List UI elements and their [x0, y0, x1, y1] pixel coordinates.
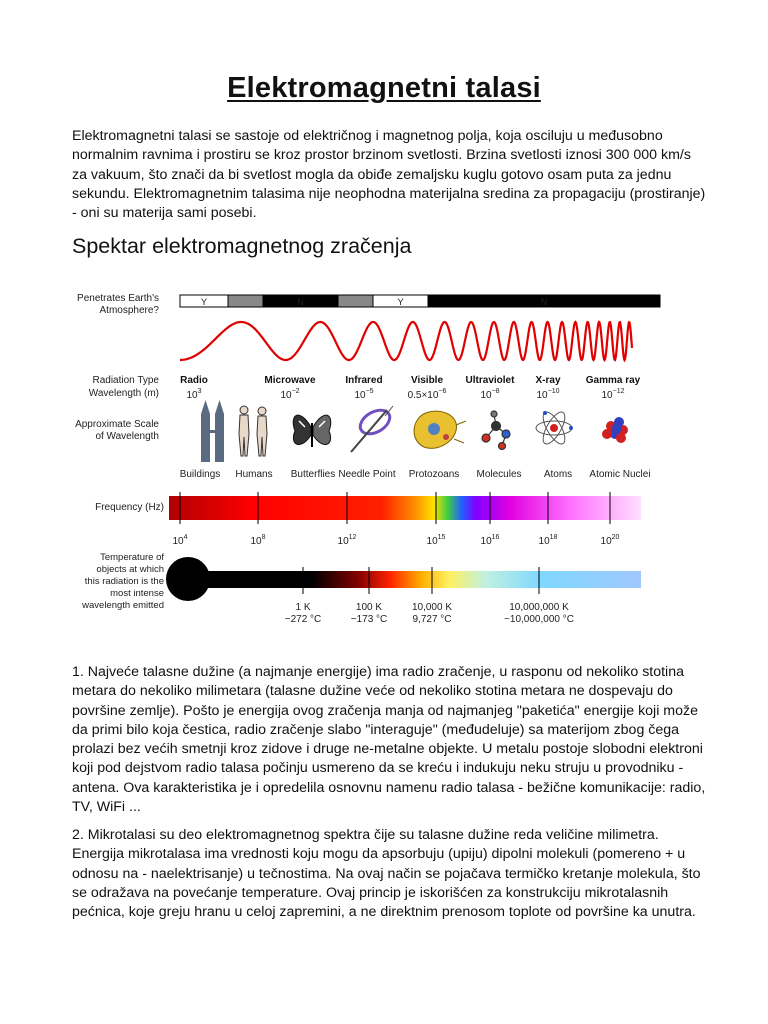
em-spectrum-diagram	[64, 282, 664, 632]
band-name: Infrared	[345, 375, 383, 386]
band-wavelength: $10^{-12}$	[601, 388, 625, 401]
frequency-tick-label: $10^{18}$	[538, 534, 558, 547]
temperature-celsius: 9,727 °C	[412, 614, 452, 625]
atom-icon	[536, 409, 573, 447]
temperature-celsius: −173 °C	[350, 614, 388, 625]
microwave-paragraph: 2. Mikrotalasi su deo elektromagnetnog spektra čije su talasne dužine reda veličine milimetra. Energija mikrotalasa ima vrednosti koju mogu da apsorbuju (upiju) dipolni molekuli (pomereno + u odnosu na - naelektrisanje) u tečnostima. Na ovaj način se pojačava termičko kretanje molekula, što se odražava na povećanje temperature. Ovaj princip je iskorišćen za konstrukciju mikrotalasnih pećnica, koje greju hranu u celoj zapremini, a ne direktnim prenosom toplote od površine ka unutra.	[72, 827, 701, 921]
frequency-tick-label: $10^{16}$	[480, 534, 500, 547]
temperature-kelvin: 10,000,000 K	[509, 602, 569, 613]
band-wavelength: $10^{-2}$	[280, 388, 300, 401]
frequency-tick-label: $10^{12}$	[337, 534, 357, 547]
temperature-label-line: objects at which	[96, 564, 164, 575]
needle-icon	[351, 405, 394, 452]
atmosphere-segment-label: Y	[200, 297, 208, 308]
frequency-tick-label: $10^{15}$	[426, 534, 446, 547]
scale-object-label: Humans	[235, 469, 273, 480]
atmosphere-segment-label: Y	[397, 297, 404, 308]
band-name: Gamma ray	[585, 375, 641, 386]
butterfly-icon	[293, 415, 331, 447]
atmosphere-segment-label: N	[297, 297, 304, 308]
atmosphere-segment-label: N	[540, 297, 548, 308]
radiation-type-label: Radiation Type	[92, 375, 159, 386]
band-name: X-ray	[535, 375, 561, 386]
scale-label-line1: Approximate Scale	[75, 419, 159, 430]
scale-label-line2: of Wavelength	[95, 431, 159, 442]
frequency-label: Frequency (Hz)	[95, 502, 164, 513]
temperature-celsius: ~10,000,000 °C	[504, 614, 574, 625]
temperature-kelvin: 100 K	[355, 602, 383, 613]
frequency-tick-label: $10^8$	[250, 534, 266, 547]
band-wavelength: $10^{-10}$	[536, 388, 560, 401]
page-title: Elektromagnetni talasi	[227, 72, 541, 104]
band-name: Radio	[180, 375, 208, 386]
scale-object-label: Molecules	[476, 469, 522, 480]
band-wavelength: $10^3$	[186, 388, 202, 401]
radio-paragraph: 1. Najveće talasne dužine (a najmanje energije) ima radio zračenje, u rasponu od nekoliko stotina metara do nekoliko milimetara (talasne dužine veće od nekoliko stotina metara ne dospevaju do površine zemlje). Pošto je energija ovog zračenja manja od najmanjeg "paketića" energije koji može da primi bilo koja čestica, radio zračenje slabo "interaguje" (međudeluje) sa materijom zbog čega prolazi bez većih smetnji kroz zidove i druge ne-metalne objekte. U metalu postoje slobodni elektroni koji pod dejstvom radio talasa počinju usmereno da se kreću i indukuju neku struju u provodniku - antena. Ova karakteristika je i opredelila osnovnu namenu radio talasa - bežične komunikacije: radio, TV, WiFi ...	[72, 664, 706, 816]
section-heading: Spektar elektromagnetnog zračenja	[72, 234, 412, 258]
scale-object-label: Atoms	[543, 469, 573, 480]
thermometer-bulb	[166, 557, 210, 601]
temperature-celsius: −272 °C	[284, 614, 322, 625]
frequency-tick-label: $10^{20}$	[600, 534, 620, 547]
atmosphere-segment	[338, 295, 373, 307]
wavelength-label: Wavelength (m)	[88, 388, 159, 399]
temperature-label-line: Temperature of	[100, 552, 164, 563]
scale-object-label: Atomic Nuclei	[589, 469, 651, 480]
frequency-bar	[169, 496, 641, 520]
scale-object-label: Needle Point	[338, 469, 396, 480]
temperature-label-line: most intense	[110, 588, 164, 599]
scale-object-label: Buildings	[179, 469, 221, 480]
band-name: Microwave	[264, 375, 316, 386]
humans-icon	[239, 406, 267, 456]
band-wavelength: $10^{-5}$	[354, 388, 374, 401]
nucleus-icon	[602, 417, 628, 443]
scale-object-label: Butterflies	[290, 469, 336, 480]
temperature-bar	[184, 571, 641, 588]
band-name: Visible	[410, 375, 444, 386]
band-name: Ultraviolet	[465, 375, 515, 386]
temperature-kelvin: 10,000 K	[411, 602, 453, 613]
scale-object-label: Protozoans	[408, 469, 460, 480]
atmosphere-segment	[228, 295, 263, 307]
intro-paragraph: Elektromagnetni talasi se sastoje od električnog i magnetnog polja, koja osciluju u međusobno normalnim ravnima i prostiru se kroz prostor brzinom svetlosti. Brzina svetlosti iznosi 300 000 km/s za vakuum, što znači da bi svetlost mogla da obiđe zemaljsku kuglu gotovo osam puta za jednu sekundu. Elektromagnetnim talasima nije neophodna materijalna sredina za propagaciju (prostiranje) - oni su materija sami posebi.	[72, 128, 706, 222]
band-wavelength: $0.5\times 10^{-6}$	[407, 388, 447, 401]
temperature-kelvin: 1 K	[295, 602, 311, 613]
molecule-icon	[482, 411, 510, 450]
buildings-icon	[201, 400, 224, 462]
temperature-label-line: wavelength emitted	[82, 600, 164, 611]
temperature-label-line: this radiation is the	[84, 576, 164, 587]
atmosphere-label-line1: Penetrates Earth's	[77, 293, 159, 304]
atmosphere-bar	[180, 295, 660, 308]
atmosphere-label-line2: Atmosphere?	[99, 305, 159, 316]
frequency-tick-label: $10^4$	[172, 534, 188, 547]
band-wavelength: $10^{-8}$	[480, 388, 500, 401]
wave-curve	[180, 322, 632, 360]
protozoan-icon	[414, 411, 466, 448]
